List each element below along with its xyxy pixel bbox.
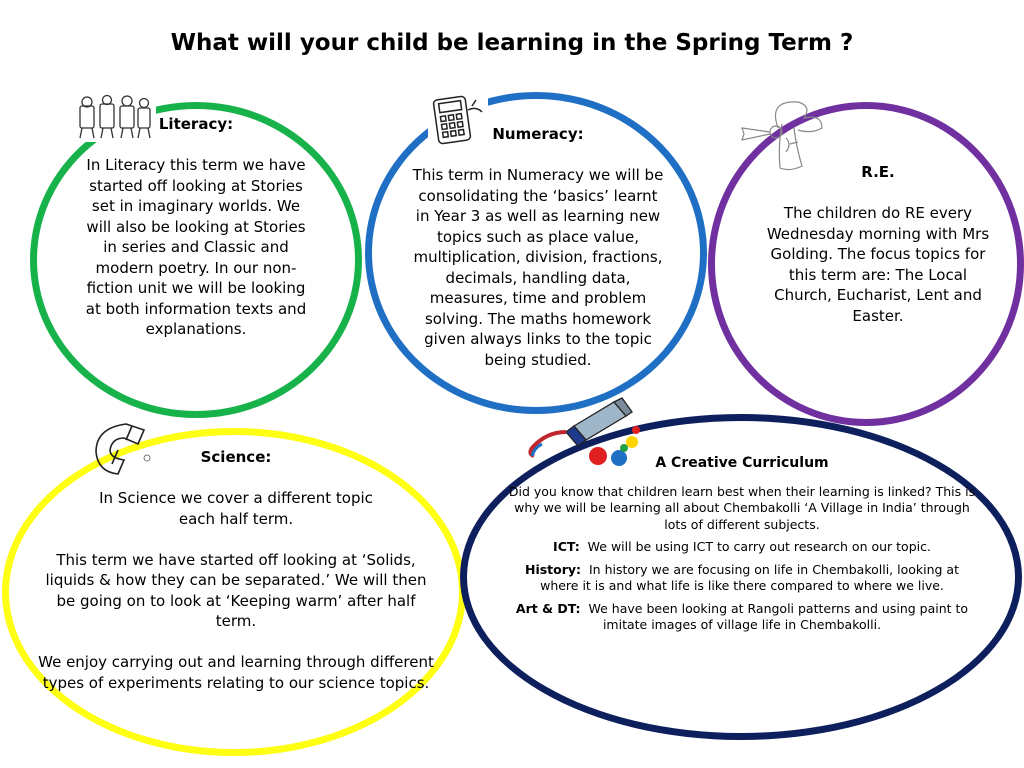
page-title: What will your child be learning in the Spring Term ? xyxy=(170,30,854,56)
literacy-section xyxy=(80,114,312,340)
re-body: The children do RE every Wednesday morning with Mrs Golding. The focus topics for this term are: The Local Church, Eucharist, Lent and Easter. xyxy=(766,204,990,325)
history-paragraph xyxy=(505,562,979,595)
creative-heading: A Creative Curriculum xyxy=(655,455,829,471)
art-dt-label: Art & DT: xyxy=(515,600,581,616)
science-para-3: We enjoy carrying out and learning through different types of experiments relating to our science topics. xyxy=(38,653,434,692)
numeracy-heading: Numeracy: xyxy=(492,125,584,143)
ict-label: ICT: xyxy=(553,539,580,554)
re-section xyxy=(758,162,998,326)
literacy-body: In Literacy this term we have started off looking at Stories set in imaginary worlds. We will also be looking at Stories in series and Classic and modern poetry. In our non-fiction unit we will be looking at both information texts and explanations. xyxy=(85,156,307,338)
literacy-heading: Literacy: xyxy=(158,115,234,133)
ict-text: We will be using ICT to carry out research on our topic. xyxy=(587,539,931,554)
creative-curriculum-section xyxy=(505,455,979,640)
numeracy-section xyxy=(412,124,664,370)
science-para-2: This term we have started off looking at ‘Solids, liquids & how they can be separated.’ We will then be going on to look at ‘Keeping warm’ after half term. xyxy=(45,550,427,630)
numeracy-body: This term in Numeracy we will be consolidating the ‘basics’ learnt in Year 3 as well as learning new topics such as place value, multiplication, division, fractions, decimals, handling data, measures, time and problem solving. The maths homework given always links to the topic being studied. xyxy=(412,166,664,369)
art-dt-text: We have been looking at Rangoli patterns and using paint to imitate images of village life in Chembakolli. xyxy=(588,600,969,632)
science-para-1: In Science we cover a different topic each half term. xyxy=(99,489,373,528)
ict-paragraph xyxy=(505,539,979,556)
creative-intro: Did you know that children learn best when their learning is linked? This is why we will be learning all about Chembakolli ‘A Village in India’ through lots of different subjects. xyxy=(508,483,976,532)
science-section xyxy=(34,447,438,693)
science-heading: Science: xyxy=(200,448,272,466)
re-heading: R.E. xyxy=(861,163,895,181)
history-text: In history we are focusing on life in Chembakolli, looking at where it is and what life is like there compared to where we live. xyxy=(540,561,959,593)
history-label: History: xyxy=(524,561,582,577)
art-dt-paragraph xyxy=(505,601,979,634)
